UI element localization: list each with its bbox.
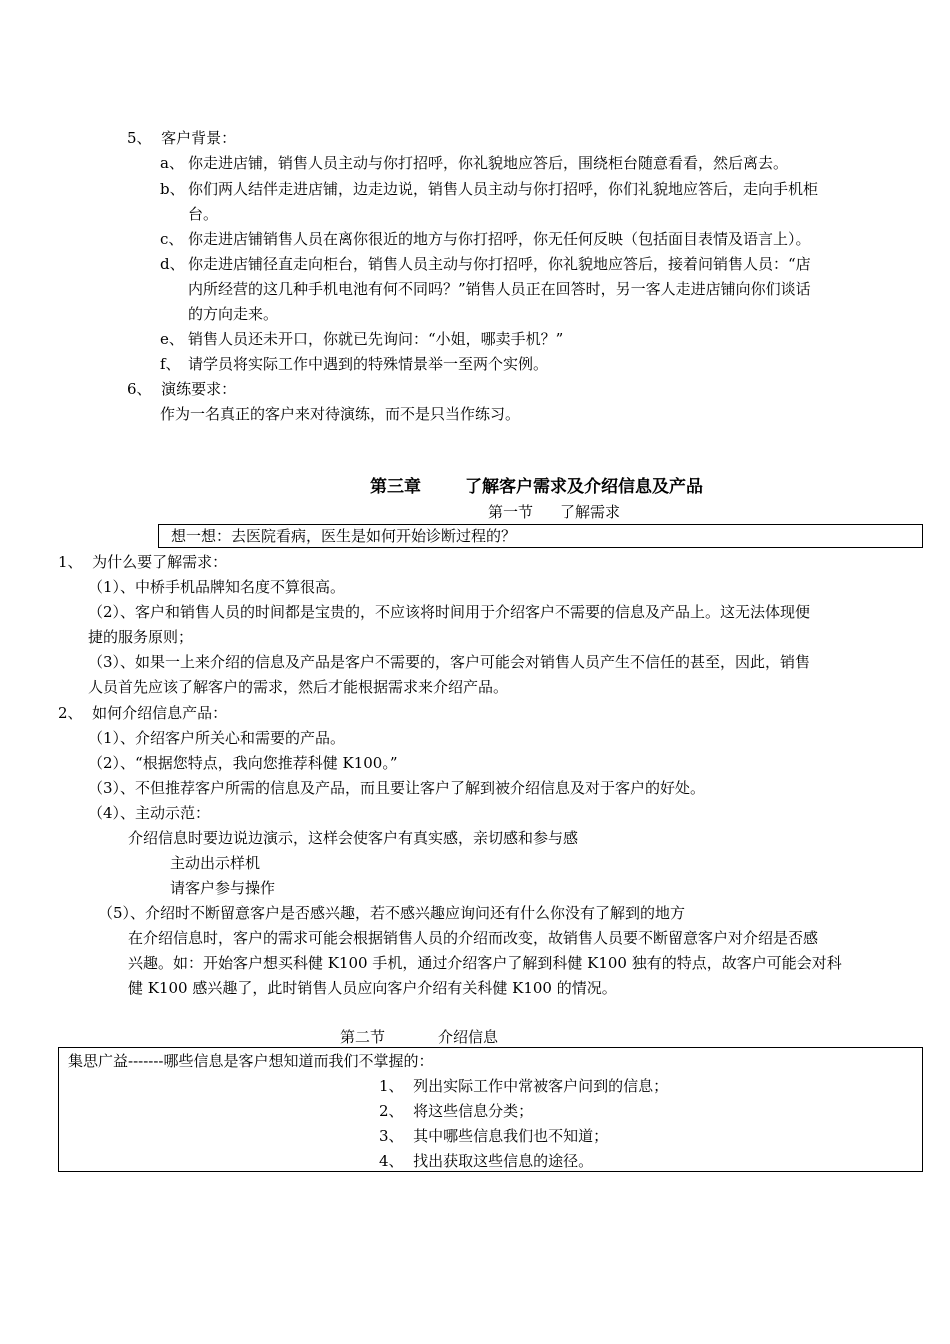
background-item-a-text: 你走进店铺，销售人员主动与你打招呼，你礼貌地应答后，围绕柜台随意看看，然后离去。 [188, 154, 789, 172]
think-text: 想一想：去医院看病，医生是如何开始诊断过程的？ [171, 527, 517, 545]
q2-point-2: （2）、“根据您特点，我向您推荐科健 K100。” [88, 754, 398, 772]
q1-point-2: （2）、客户和销售人员的时间都是宝贵的，不应该将时间用于介绍客户不需要的信息及产品上。这无法体现便 [88, 603, 811, 621]
q1-heading: 1、 为什么要了解需求： [58, 553, 228, 571]
practice-text: 作为一名真正的客户来对待演练，而不是只当作练习。 [160, 405, 521, 423]
q1-point-1: （1）、中桥手机品牌知名度不算很高。 [88, 578, 346, 596]
practice-heading: 6、 演练要求： [127, 380, 237, 398]
q1-point-3-cont: 人员首先应该了解客户的需求，然后才能根据需求来介绍产品。 [88, 678, 509, 696]
background-item-c-text: 你走进店铺销售人员在离你很近的地方与你打招呼，你无任何反映（包括面目表情及语言上）。 [188, 230, 811, 248]
background-item-a-marker: a、 [160, 154, 184, 172]
brainstorm-step: 2、 将这些信息分类； [379, 1102, 534, 1120]
background-item-e-text: 销售人员还未开口，你就已先询问：“小姐，哪卖手机？” [188, 330, 564, 348]
q2-point-4-sub2: 请客户参与操作 [170, 879, 276, 897]
q2-point-5-desc: 健 K100 感兴趣了，此时销售人员应向客户介绍有关科健 K100 的情况。 [128, 979, 617, 997]
background-item-b-marker: b、 [160, 180, 185, 198]
background-item-b-text: 台。 [188, 205, 219, 223]
section2-number: 第二节 [340, 1028, 386, 1046]
q1-point-3: （3）、如果一上来介绍的信息及产品是客户不需要的，客户可能会对销售人员产生不信任的甚至，因此，销售 [88, 653, 811, 671]
q2-point-4: （4）、主动示范： [88, 804, 211, 822]
background-item-d-text: 你走进店铺径直走向柜台，销售人员主动与你打招呼，你礼貌地应答后，接着问销售人员：“店 [188, 255, 811, 273]
background-item-c-marker: c、 [160, 230, 184, 248]
background-item-e-marker: e、 [160, 330, 184, 348]
q2-point-4-sub1: 主动出示样机 [170, 854, 261, 872]
q2-point-3: （3）、不但推荐客户所需的信息及产品，而且要让客户了解到被介绍信息及对于客户的好处。 [88, 779, 706, 797]
section1-number: 第一节 [488, 503, 534, 521]
background-item-f-text: 请学员将实际工作中遇到的特殊情景举一至两个实例。 [188, 355, 549, 373]
chapter-number: 第三章 [370, 477, 421, 497]
q2-point-5: （5）、介绍时不断留意客户是否感兴趣，若不感兴趣应询问还有什么你没有了解到的地方 [98, 904, 686, 922]
brainstorm-step: 4、 找出获取这些信息的途径。 [379, 1152, 594, 1170]
q2-point-4-desc: 介绍信息时要边说边演示，这样会使客户有真实感，亲切感和参与感 [128, 829, 579, 847]
think-box [158, 524, 923, 548]
background-item-d-marker: d、 [160, 255, 185, 273]
chapter-title: 了解客户需求及介绍信息及产品 [465, 477, 703, 497]
background-item-d-text: 的方向走来。 [188, 305, 279, 323]
background-item-d-text: 内所经营的这几种手机电池有何不同吗？”销售人员正在回答时，另一客人走进店铺向你们谈话 [188, 280, 811, 298]
q2-heading: 2、 如何介绍信息产品： [58, 704, 228, 722]
background-item-f-marker: f、 [160, 355, 181, 373]
section2-title: 介绍信息 [438, 1028, 499, 1046]
brainstorm-title: 集思广益-------哪些信息是客户想知道而我们不掌握的： [68, 1052, 434, 1070]
q1-point-2-cont: 捷的服务原则； [88, 628, 194, 646]
brainstorm-step: 3、 其中哪些信息我们也不知道； [379, 1127, 609, 1145]
background-item-b-text: 你们两人结伴走进店铺，边走边说，销售人员主动与你打招呼，你们礼貌地应答后，走向手机柜 [188, 180, 819, 198]
section1-title: 了解需求 [560, 503, 621, 521]
q2-point-5-desc: 在介绍信息时，客户的需求可能会根据销售人员的介绍而改变，故销售人员要不断留意客户对介绍是否感 [128, 929, 819, 947]
brainstorm-box [58, 1047, 923, 1172]
background-heading: 5、 客户背景： [127, 129, 237, 147]
q2-point-5-desc: 兴趣。如：开始客户想买科健 K100 手机，通过介绍客户了解到科健 K100 独有的特点，故客户可能会对科 [128, 954, 842, 972]
q2-point-1: （1）、介绍客户所关心和需要的产品。 [88, 729, 346, 747]
brainstorm-step: 1、 列出实际工作中常被客户问到的信息； [379, 1077, 669, 1095]
